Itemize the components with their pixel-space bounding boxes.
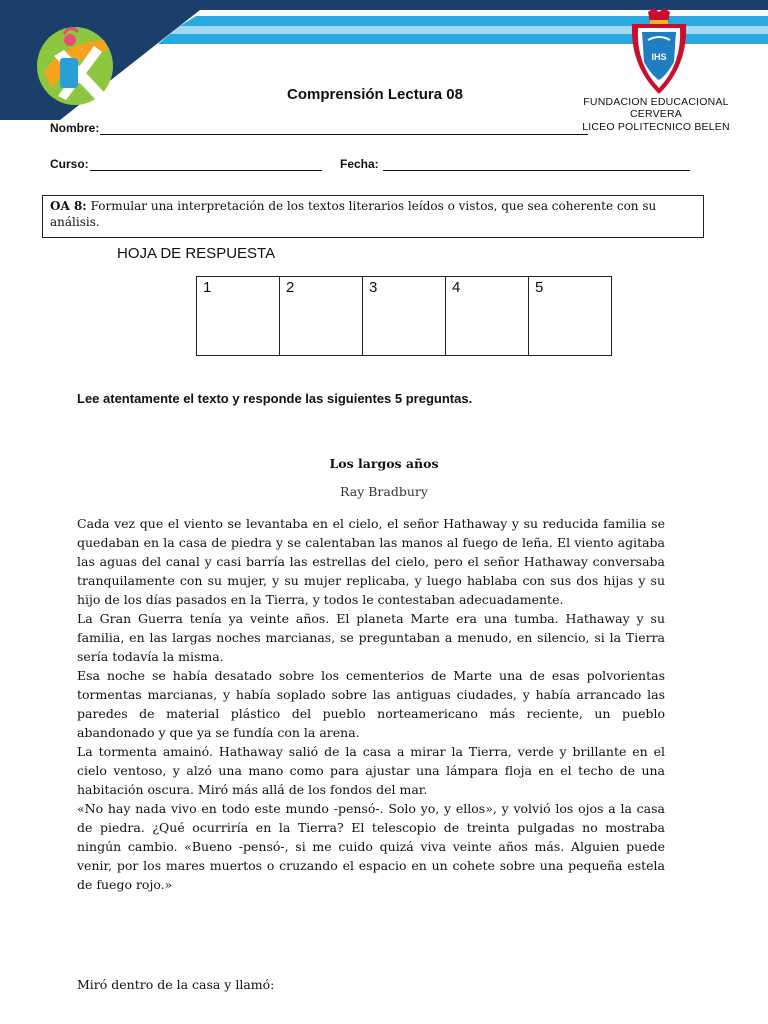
school-name: LICEO POLITECNICO BELEN [582, 121, 730, 133]
answer-cell-1[interactable] [197, 277, 280, 356]
answer-number: 4 [452, 279, 461, 296]
curso-field[interactable] [90, 170, 322, 171]
fecha-field[interactable] [383, 170, 690, 171]
answer-table [196, 276, 612, 356]
school-logo-icon [34, 22, 116, 106]
answer-cell-3[interactable] [363, 277, 446, 356]
curso-label: Curso: [50, 157, 89, 171]
answer-sheet-heading: HOJA DE RESPUESTA [117, 245, 276, 262]
objective-box [42, 195, 704, 238]
objective-code: OA 8: [50, 199, 87, 213]
nombre-field[interactable] [100, 134, 588, 135]
reading-instruction: Lee atentamente el texto y responde las siguientes 5 preguntas. [77, 391, 473, 406]
story-body [77, 514, 665, 894]
answer-cell-5[interactable] [529, 277, 612, 356]
objective-text: Formular una interpretación de los textos literarios leídos o vistos, que sea coherente con su análisis. [50, 199, 657, 229]
story-paragraph: La tormenta amainó. Hathaway salió de la casa a mirar la Tierra, verde y brillante en el cielo ventoso, y alzó una mano como para ajustar una lámpara floja en el techo de una habitación oscura. Miró más allá de los fondos del mar. [77, 744, 665, 797]
story-author: Ray Bradbury [340, 484, 428, 499]
answer-cell-2[interactable] [280, 277, 363, 356]
crest-text: IHS [651, 52, 667, 62]
page-title: Comprensión Lectura 08 [287, 86, 463, 103]
answer-number: 2 [286, 279, 295, 296]
story-paragraph: Cada vez que el viento se levantaba en el cielo, el señor Hathaway y su reducida familia se quedaban en la casa de piedra y se calentaban las manos al fuego de leña. El viento agitaba las aguas del canal y casi barría las estrellas del cielo, pero el señor Hathaway conversaba tranquilamente con su mujer, y su mujer replicaba, y luego hablaba con sus dos hijas y su hijo de los días pasados en la Tierra, y todos le contestaban adecuadamente. [77, 516, 665, 607]
story-title: Los largos años [329, 456, 439, 471]
fecha-label: Fecha: [340, 157, 379, 171]
story-paragraph: «No hay nada vivo en todo este mundo -pensó-. Solo yo, y ellos», y volvió los ojos a la casa de piedra. ¿Qué ocurriría en la Tierra? El telescopio de treinta pulgadas no mostraba ningún cambio. «Bueno -pensó-, si me cuido quizá viva veinte años más. Alguien puede venir, por los mares muertos o cruzando el espacio en un cohete sobre una pequeña estela de fuego rojo.» [77, 801, 665, 892]
story-paragraph: Esa noche se había desatado sobre los cementerios de Marte una de esas polvorientas tormentas marcianas, y había soplado sobre las antiguas ciudades, y había arrancado las paredes de material plástico del pueblo norteamericano más reciente, un pueblo abandonado y que ya se fundía con la arena. [77, 668, 665, 740]
answer-number: 1 [203, 279, 212, 296]
institution-name: FUNDACION EDUCACIONAL CERVERA [583, 96, 729, 120]
answer-number: 3 [369, 279, 378, 296]
answer-cell-4[interactable] [446, 277, 529, 356]
school-crest-icon [626, 6, 692, 98]
story-paragraph: La Gran Guerra tenía ya veinte años. El planeta Marte era una tumba. Hathaway y su familia, en las largas noches marcianas, se preguntaban a menudo, en silencio, si la Tierra sería todavía la misma. [77, 611, 665, 664]
story-last-line: Miró dentro de la casa y llamó: [77, 977, 275, 992]
nombre-label: Nombre: [50, 121, 100, 135]
answer-number: 5 [535, 279, 544, 296]
